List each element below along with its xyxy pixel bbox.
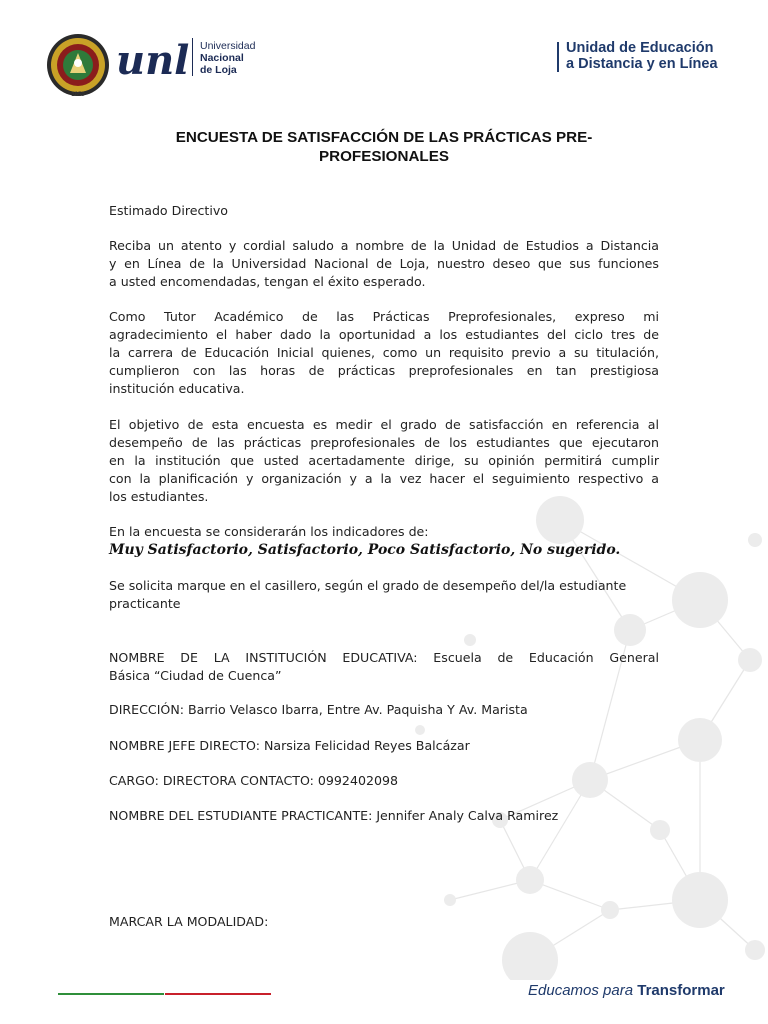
footer-slogan	[528, 982, 725, 999]
paragraph-line: Reciba un atento y cordial saludo a nombre de la Unidad de Estudios a Distancia	[109, 238, 659, 253]
seal-year: 1859	[71, 92, 85, 98]
paragraph-line: Se solicita marque en el casillero, según el grado de desempeño del/la estudiante	[109, 578, 627, 593]
field-modality: MARCAR LA MODALIDAD:	[109, 914, 269, 929]
indicators-intro: En la encuesta se considerarán los indicadores de:	[109, 524, 429, 539]
field-institution	[109, 649, 659, 685]
paragraph-line: en la institución que usted acertadamente dirige, su opinión permitirá cumplir	[109, 453, 659, 468]
paragraph-instructions	[109, 577, 659, 613]
paragraph-line: y en Línea de la Universidad Nacional de Loja, nuestro deseo que sus funciones	[109, 256, 659, 271]
university-name-line1: Universidad	[200, 40, 256, 52]
paragraph-tutor	[109, 308, 659, 398]
paragraph-objective	[109, 416, 659, 506]
unit-name-line2: a Distancia y en Línea	[566, 56, 718, 72]
footer-line-red	[165, 993, 271, 995]
greeting: Estimado Directivo	[109, 203, 229, 218]
paragraph-line: institución educativa.	[109, 381, 245, 396]
field-student: NOMBRE DEL ESTUDIANTE PRACTICANTE: Jennifer Analy Calva Ramirez	[109, 808, 559, 823]
footer-line-green	[58, 993, 164, 995]
field-line: Básica “Ciudad de Cuenca”	[109, 668, 282, 683]
slogan-part1: Educamos para	[528, 982, 638, 999]
paragraph-line: El objetivo de esta encuesta es medir el grado de satisfacción en referencia al	[109, 417, 659, 432]
paragraph-line: practicante	[109, 596, 181, 611]
paragraph-line: Como Tutor Académico de las Prácticas Preprofesionales, expreso mi	[109, 309, 659, 324]
paragraph-line: desempeño de las prácticas preprofesionales de los estudiantes que ejecutaron	[109, 435, 659, 450]
paragraph-line: a usted encomendadas, tengan el éxito esperado.	[109, 274, 426, 289]
paragraph-line: agradecimiento el haber dado la oportunidad a los estudiantes del ciclo tres de	[109, 327, 659, 342]
paragraph-line: la carrera de Educación Inicial quienes, como un requisito previo a su titulación,	[109, 345, 659, 360]
unit-name-line1: Unidad de Educación	[566, 40, 714, 56]
slogan-part2: Transformar	[637, 982, 725, 999]
paragraph-intro	[109, 237, 659, 291]
title-line1: ENCUESTA DE SATISFACCIÓN DE LAS PRÁCTICAS PRE-	[175, 129, 593, 146]
document-title	[108, 128, 660, 166]
university-name	[200, 40, 255, 76]
field-line: NOMBRE DE LA INSTITUCIÓN EDUCATIVA: Escuela de Educación General	[109, 650, 659, 665]
paragraph-line: los estudiantes.	[109, 489, 209, 504]
unl-logo	[116, 36, 192, 82]
university-name-line2: Nacional	[200, 52, 244, 64]
paragraph-line: con la planificación y organización y a la vez hacer el seguimiento respectivo a	[109, 471, 659, 486]
university-seal-logo	[46, 33, 110, 97]
field-role-contact: CARGO: DIRECTORA CONTACTO: 0992402098	[109, 773, 399, 788]
unit-accent-bar	[557, 42, 559, 72]
title-line2: PROFESIONALES	[319, 148, 449, 165]
indicators-list: Muy Satisfactorio, Satisfactorio, Poco Satisfactorio, No sugerido.	[109, 542, 621, 558]
field-boss: NOMBRE JEFE DIRECTO: Narsiza Felicidad Reyes Balcázar	[109, 738, 470, 753]
unit-name	[566, 40, 718, 72]
logo-divider	[192, 38, 193, 76]
paragraph-line: cumplieron con las horas de prácticas preprofesionales en tan prestigiosa	[109, 363, 659, 378]
field-address: DIRECCIÓN: Barrio Velasco Ibarra, Entre Av. Paquisha Y Av. Marista	[109, 702, 528, 717]
university-name-line3: de Loja	[200, 64, 237, 76]
unl-logo-text: unl	[116, 37, 190, 82]
